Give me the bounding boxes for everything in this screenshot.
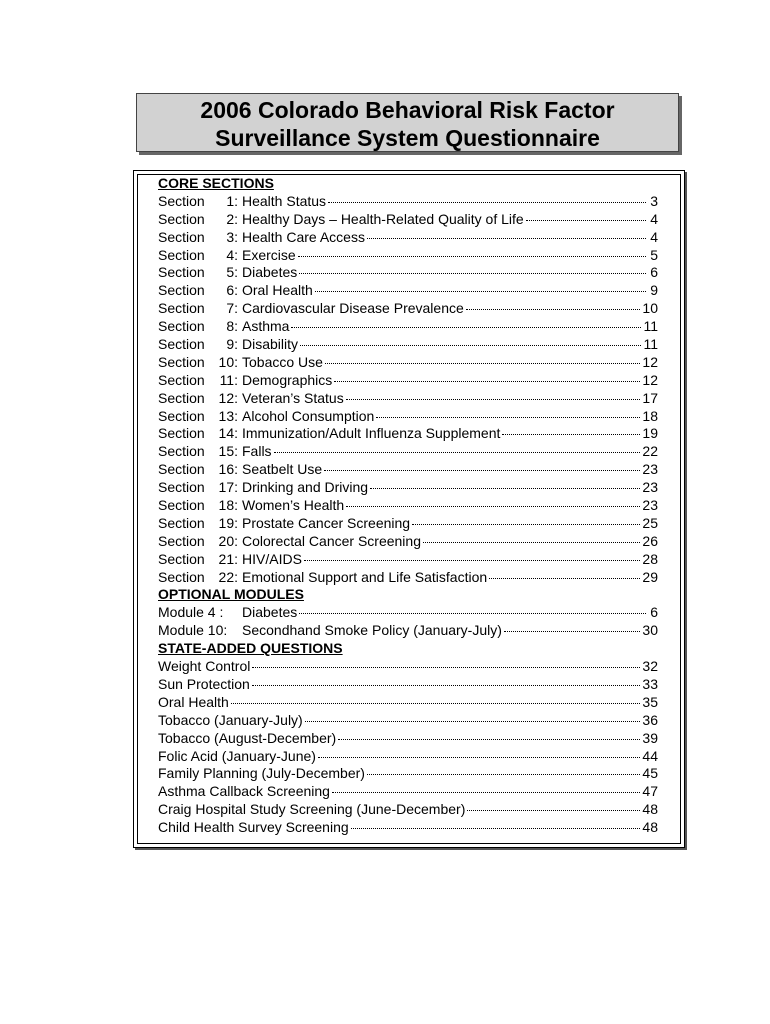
page-number: 12 [642, 371, 658, 388]
title-line-1: 2006 Colorado Behavioral Risk Factor [200, 97, 615, 123]
entry-label: Health Status [242, 192, 327, 209]
dot-leader [324, 470, 640, 471]
toc-entry [158, 425, 658, 443]
dot-leader [376, 417, 640, 418]
toc-entry [158, 730, 658, 748]
section-prefix: Section [158, 514, 205, 531]
page-number: 48 [642, 801, 658, 818]
dot-leader [334, 381, 640, 382]
section-index: 8 : [210, 318, 238, 336]
section-number [158, 551, 242, 569]
page-number: 22 [642, 443, 658, 460]
optional-modules-heading: OPTIONAL MODULES [158, 586, 304, 603]
page-number: 9 [650, 282, 658, 299]
entry-label: Prostate Cancer Screening [242, 514, 411, 531]
dot-leader [291, 327, 641, 328]
page-number: 45 [642, 765, 658, 782]
section-index: 22 : [210, 569, 238, 587]
dot-leader [304, 560, 641, 561]
module-prefix: Module 4 : [158, 604, 224, 621]
section-prefix: Section [158, 532, 205, 549]
section-number [158, 461, 242, 479]
section-prefix: Section [158, 192, 205, 209]
section-index: 5 : [210, 264, 238, 282]
page-number: 19 [642, 425, 658, 442]
page-number: 6 [650, 604, 658, 621]
section-index: 4 : [210, 247, 238, 265]
section-prefix: Section [158, 353, 205, 370]
section-number [158, 247, 242, 265]
toc-entry [158, 461, 658, 479]
section-number [158, 336, 242, 354]
page-number: 11 [643, 336, 658, 353]
toc-entry [158, 569, 658, 587]
section-prefix: Section [158, 318, 205, 335]
optional-modules-list [158, 604, 658, 640]
section-prefix: Section [158, 371, 205, 388]
toc-entry [158, 622, 658, 640]
section-index: 10 : [210, 354, 238, 372]
entry-label: Asthma [242, 318, 290, 335]
toc-entry [158, 676, 658, 694]
toc-entry [158, 318, 658, 336]
section-index: 15 : [210, 443, 238, 461]
section-index: 9 : [210, 336, 238, 354]
section-number [158, 211, 242, 229]
page-number: 47 [642, 783, 658, 800]
dot-leader [502, 434, 640, 435]
section-number [158, 372, 242, 390]
section-number [158, 515, 242, 533]
entry-label: Drinking and Driving [242, 479, 369, 496]
toc-entry [158, 264, 658, 282]
section-index: 6 : [210, 282, 238, 300]
section-number [158, 479, 242, 497]
section-number [158, 569, 242, 587]
section-index: 7 : [210, 300, 238, 318]
section-prefix: Section [158, 210, 205, 227]
state-added-list [158, 658, 658, 837]
dot-leader [305, 721, 641, 722]
section-number [158, 193, 242, 211]
page-number: 17 [642, 389, 658, 406]
toc-entry [158, 390, 658, 408]
section-prefix: Section [158, 336, 205, 353]
toc-entry [158, 497, 658, 515]
toc-entry [158, 300, 658, 318]
entry-label: Falls [242, 443, 272, 460]
toc-entry [158, 229, 658, 247]
core-sections-list [158, 193, 658, 587]
page-number: 23 [642, 479, 658, 496]
section-index: 16 : [210, 461, 238, 479]
section-prefix: Section [158, 389, 205, 406]
section-prefix: Section [158, 568, 205, 585]
dot-leader [299, 273, 646, 274]
toc-entry [158, 354, 658, 372]
entry-label: Emotional Support and Life Satisfaction [242, 568, 488, 585]
entry-label: Craig Hospital Study Screening (June-December) [158, 801, 466, 818]
section-prefix: Section [158, 425, 205, 442]
section-index: 18 : [210, 497, 238, 515]
page-number: 23 [642, 461, 658, 478]
entry-label: Tobacco Use [242, 353, 323, 370]
document-title-box [136, 93, 679, 152]
dot-leader [338, 739, 640, 740]
section-number [158, 282, 242, 300]
page-number: 28 [642, 550, 658, 567]
entry-label: Tobacco (August-December) [158, 729, 337, 746]
toc-entry [158, 694, 658, 712]
dot-leader [526, 220, 646, 221]
page-number: 36 [642, 711, 658, 728]
page-number: 4 [650, 210, 658, 227]
section-index: 1 : [210, 193, 238, 211]
entry-label: Health Care Access [242, 228, 365, 245]
dot-leader [489, 578, 640, 579]
entry-label: Asthma Callback Screening [158, 783, 330, 800]
section-number [158, 300, 242, 318]
entry-label: Cardiovascular Disease Prevalence [242, 300, 464, 317]
toc-entry [158, 372, 658, 390]
dot-leader [467, 810, 640, 811]
entry-label: Oral Health [242, 282, 313, 299]
table-of-contents [158, 175, 658, 837]
toc-entry [158, 247, 658, 265]
module-prefix: Module 10: [158, 622, 228, 639]
section-index: 17 : [210, 479, 238, 497]
dot-leader [325, 363, 640, 364]
page-number: 18 [642, 407, 658, 424]
dot-leader [300, 345, 641, 346]
section-number [158, 264, 242, 282]
page-number: 29 [642, 568, 658, 585]
section-index: 2 : [210, 211, 238, 229]
page-number: 48 [642, 819, 658, 836]
page-number: 26 [642, 532, 658, 549]
page-number: 11 [643, 318, 658, 335]
entry-label: Immunization/Adult Influenza Supplement [242, 425, 501, 442]
section-number [158, 408, 242, 426]
toc-entry [158, 408, 658, 426]
dot-leader [351, 828, 641, 829]
toc-entry [158, 765, 658, 783]
entry-label: Oral Health [158, 693, 229, 710]
dot-leader [315, 291, 646, 292]
page-number: 12 [642, 353, 658, 370]
dot-leader [367, 238, 646, 239]
toc-entry [158, 604, 658, 622]
page-number: 33 [642, 675, 658, 692]
section-prefix: Section [158, 497, 205, 514]
dot-leader [328, 202, 646, 203]
toc-entry [158, 211, 658, 229]
dot-leader [346, 506, 640, 507]
toc-entry [158, 282, 658, 300]
entry-label: Family Planning (July-December) [158, 765, 365, 782]
toc-entry [158, 783, 658, 801]
dot-leader [252, 667, 640, 668]
section-prefix: Section [158, 443, 205, 460]
entry-label: HIV/AIDS [242, 550, 302, 567]
page-number: 6 [650, 264, 658, 281]
state-added-heading: STATE-ADDED QUESTIONS [158, 640, 343, 657]
page-number: 39 [642, 729, 658, 746]
section-number [158, 443, 242, 461]
section-index: 20 : [210, 533, 238, 551]
dot-leader [412, 524, 640, 525]
page-number: 25 [642, 514, 658, 531]
section-index: 13 : [210, 408, 238, 426]
section-number [158, 318, 242, 336]
section-index: 19 : [210, 515, 238, 533]
section-prefix: Section [158, 407, 205, 424]
toc-entry [158, 533, 658, 551]
page-number: 5 [650, 246, 658, 263]
section-index: 14 : [210, 425, 238, 443]
core-sections-heading: CORE SECTIONS [158, 175, 274, 191]
entry-label: Demographics [242, 371, 333, 388]
entry-label: Diabetes [242, 264, 298, 281]
page-number: 23 [642, 497, 658, 514]
section-number [158, 533, 242, 551]
section-index: 21 : [210, 551, 238, 569]
section-prefix: Section [158, 300, 205, 317]
toc-entry [158, 551, 658, 569]
section-number [158, 425, 242, 443]
section-prefix: Section [158, 228, 205, 245]
dot-leader [370, 488, 640, 489]
dot-leader [299, 613, 646, 614]
toc-entry [158, 515, 658, 533]
entry-label: Colorectal Cancer Screening [242, 532, 421, 549]
entry-label: Child Health Survey Screening [158, 819, 349, 836]
page-number: 44 [642, 747, 658, 764]
section-number [158, 390, 242, 408]
dot-leader [466, 309, 641, 310]
entry-label: Exercise [242, 246, 296, 263]
entry-label: Tobacco (January-July) [158, 711, 303, 728]
dot-leader [367, 774, 640, 775]
title-line-2: Surveillance System Questionnaire [215, 125, 600, 151]
section-number [158, 229, 242, 247]
page-number: 35 [642, 693, 658, 710]
toc-entry [158, 336, 658, 354]
toc-entry [158, 193, 658, 211]
dot-leader [274, 452, 641, 453]
toc-entry [158, 479, 658, 497]
entry-label: Diabetes [242, 604, 298, 621]
entry-label: Sun Protection [158, 675, 250, 692]
section-number [158, 497, 242, 515]
dot-leader [423, 542, 640, 543]
section-index: 3 : [210, 229, 238, 247]
section-prefix: Section [158, 246, 205, 263]
dot-leader [318, 757, 640, 758]
dot-leader [298, 256, 646, 257]
page-number: 30 [642, 622, 658, 639]
section-prefix: Section [158, 479, 205, 496]
dot-leader [231, 703, 641, 704]
section-number [158, 354, 242, 372]
section-index: 12 : [210, 390, 238, 408]
section-prefix: Section [158, 264, 205, 281]
page-number: 4 [650, 228, 658, 245]
page-number: 3 [650, 192, 658, 209]
entry-label: Disability [242, 336, 299, 353]
entry-label: Seatbelt Use [242, 461, 323, 478]
section-prefix: Section [158, 461, 205, 478]
dot-leader [332, 792, 640, 793]
section-index: 11 : [210, 372, 238, 390]
dot-leader [346, 399, 641, 400]
entry-label: Healthy Days – Health-Related Quality of Life [242, 210, 524, 227]
section-prefix: Section [158, 282, 205, 299]
section-prefix: Section [158, 550, 205, 567]
entry-label: Alcohol Consumption [242, 407, 375, 424]
entry-label: Veteran’s Status [242, 389, 344, 406]
toc-entry [158, 819, 658, 837]
entry-label: Weight Control [158, 658, 251, 675]
page-number: 32 [642, 658, 658, 675]
entry-label: Folic Acid (January-June) [158, 747, 316, 764]
entry-label: Women’s Health [242, 497, 345, 514]
toc-entry [158, 801, 658, 819]
dot-leader [252, 685, 641, 686]
toc-entry [158, 712, 658, 730]
toc-entry [158, 658, 658, 676]
dot-leader [504, 631, 641, 632]
entry-label: Secondhand Smoke Policy (January-July) [242, 622, 502, 639]
toc-entry [158, 443, 658, 461]
toc-entry [158, 748, 658, 766]
page-number: 10 [642, 300, 658, 317]
